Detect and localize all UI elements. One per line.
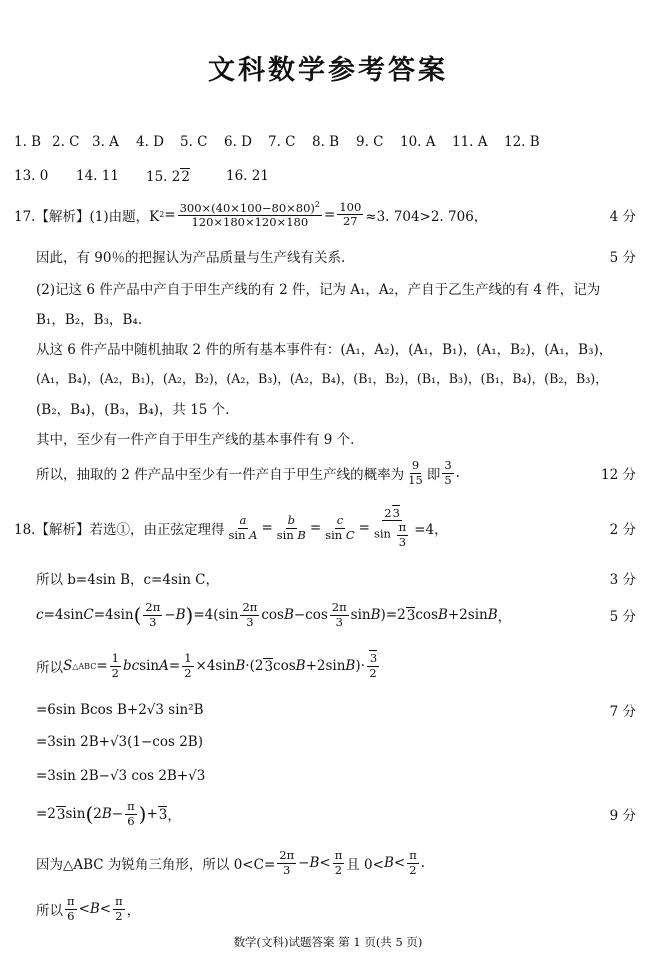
- q17-line-7: [36, 398, 636, 418]
- q17-prob-frac-2: [442, 459, 453, 486]
- score-9: 9 分: [609, 808, 636, 824]
- q17-frac-num: 300×(40×100−80×80): [179, 201, 315, 216]
- q18-line-3: c =4sin C =4sin ( $\frac{2\pi}{3}$ − B ) =4(sin $\frac{2\pi}{3}$ cos B −cos $\frac{2\pi}{3}$ sin B )=2 3 cos B +2sin B ， 5 分: [36, 600, 636, 629]
- score-2: 2 分: [609, 522, 636, 538]
- q17-line-9: [36, 456, 636, 490]
- q18-line-9: 因为△ABC 为锐角三角形，所以 0<C= $\frac{2\pi}{3}$ − B < $\frac{\pi}{2}$ 且 0< B < $\frac{\pi}{2}$ .: [36, 848, 426, 877]
- choice-answer: 9. C: [356, 134, 384, 150]
- q17-text-9: 所以，抽取的 2 件产品中至少有一件产自于甲生产线的概率为: [36, 467, 405, 483]
- choice-answer: 6. D: [224, 134, 252, 150]
- q18-line-4: 所以 S △ABC = $\frac{1}{2}$ bc sin A = $\frac{1}{2}$ ×4sin B ·(2 3 cos B +2sin B )· $\frac{3}{2}$: [36, 651, 378, 680]
- q18-text-7: =3sin 2B−√3 cos 2B+√3: [36, 768, 206, 784]
- q18-line-5: [36, 700, 636, 720]
- q18-line-8: =2 3 sin ( 2 B − $\frac{\pi}{6}$ ) + 3 ， 9 分: [36, 799, 636, 828]
- q17-text-6: (A₁，B₄)，(A₂，B₁)，(A₂，B₂)，(A₂，B₃)，(A₂，B₄)，(B₁，B₂)，(B₁，B₃)，(B₁，B₄)，(B₂，B₃)，: [36, 371, 608, 386]
- q18-text-10: 所以: [36, 903, 63, 919]
- q17-line-1: 17.【解析】(1)由题，K 2 = $\frac{300\times(40\times 100-80\times 80)^2}{120\times 180\times 120\times 180}$ = $\frac{100}{27}$ ≈3. 704>2. 706， 4 分: [14, 200, 636, 230]
- q18-line-10: 所以 $\frac{\pi}{6}$ < B < $\frac{\pi}{2}$ ，: [36, 894, 141, 923]
- q17-prob-den-2: 5: [444, 472, 452, 487]
- choice-answer: 2. C: [52, 134, 80, 150]
- page-title: 文科数学参考答案: [208, 55, 448, 86]
- choice-answer: 8. B: [312, 134, 340, 150]
- q17-prob-num-2: 3: [444, 458, 452, 473]
- choice-answer: 10. A: [400, 134, 436, 150]
- q17-line-6: [36, 368, 636, 387]
- choice-answers-row: [14, 134, 636, 150]
- score-7: 7 分: [609, 704, 636, 720]
- q17-line-5: [36, 338, 636, 358]
- q18-line-7: [36, 768, 636, 784]
- choice-answers: [14, 134, 544, 150]
- q17-text-8: 其中，至少有一件产自于甲生产线的基本事件有 9 个.: [36, 432, 355, 448]
- q18-text-6: =3sin 2B+√3(1−cos 2B): [36, 734, 203, 750]
- score-3: 3 分: [609, 572, 636, 588]
- answer-13: 13. 0: [14, 168, 49, 184]
- answer-14: 14. 11: [76, 168, 119, 184]
- q17-line-2: [36, 246, 636, 266]
- score-4: 4 分: [609, 209, 636, 225]
- q18-text-2: 所以 b=4sin B，c=4sin C，: [36, 572, 220, 588]
- score-5b: 5 分: [609, 609, 636, 625]
- choice-answer: 3. A: [92, 134, 119, 150]
- q17-line-4: [36, 308, 636, 328]
- q17-text-2: 因此，有 90％的把握认为产品质量与生产线有关系.: [36, 250, 346, 266]
- q17-prob-num-1: 9: [411, 458, 420, 473]
- q18-head: 18.【解析】若选①，由正弦定理得: [14, 522, 225, 538]
- choice-answer: 7. C: [268, 134, 296, 150]
- q18-text-5: =6sin Bcos B+2√3 sin²B: [36, 702, 204, 718]
- page-footer: 数学(文科)试题答案 第 1 页(共 5 页): [233, 935, 423, 949]
- choice-answer: 1. B: [14, 134, 42, 150]
- q17-prob-mid: 即: [426, 467, 441, 483]
- score-5: 5 分: [609, 250, 636, 266]
- q17-prob-end: .: [455, 465, 460, 481]
- choice-answer: 12. B: [504, 134, 540, 150]
- q18-text-9: 因为△ABC 为锐角三角形，所以 0<C=: [36, 857, 276, 873]
- q17-frac-result: [337, 201, 363, 228]
- q17-frac2-num: 100: [339, 200, 362, 215]
- fill-answers: [14, 168, 269, 185]
- choice-answer: 5. C: [180, 134, 208, 150]
- q17-line-3: [36, 278, 636, 298]
- choice-answer: 11. A: [452, 134, 488, 150]
- q18-line-6: [36, 734, 636, 750]
- choice-answer: 4. D: [136, 134, 164, 150]
- score-12: 12 分: [601, 467, 636, 483]
- fill-answers-row: [14, 168, 636, 185]
- q17-tail: ≈3. 704>2. 706，: [365, 208, 488, 225]
- q17-text-3: (2)记这 6 件产品中产自于甲生产线的有 2 件，记为 A₁，A₂，产自于乙生产线的有 4 件，记为: [36, 282, 601, 298]
- q17-frac2-den: 27: [342, 214, 358, 229]
- q18-line-1: 18.【解析】若选①，由正弦定理得 $\frac{a}{\text{sin A}}$ = $\frac{b}{\text{sin B}}$ = $\frac{c}{\text{sin C}}$ = 23 sin $\frac{\pi}{3}$ =4， 2 分: [14, 506, 636, 549]
- q17-head: 17.【解析】(1)由题，K: [14, 208, 160, 225]
- q17-frac-k2: $\frac{300\times(40\times 100-80\times 80)^2}{120\times 180\times 120\times 180}$: [179, 200, 321, 230]
- q17-text-4: B₁，B₂，B₃，B₄.: [36, 312, 143, 328]
- answer-15: 15. 22: [146, 169, 190, 185]
- q17-line-8: [36, 428, 636, 448]
- q18-line-2: [36, 568, 636, 588]
- q17-frac-den: 120×180×120×180: [191, 215, 309, 230]
- q17-text-7: (B₂，B₄)，(B₃，B₄)，共 15 个.: [36, 402, 230, 418]
- q17-prob-frac-1: [406, 459, 425, 486]
- answer-16: 16. 21: [226, 168, 269, 184]
- q17-text-5: 从这 6 件产品中随机抽取 2 件的所有基本事件有：(A₁，A₂)，(A₁，B₁)，(A₁，B₂)，(A₁，B₃)，: [36, 342, 613, 358]
- q17-prob-den-1: 15: [408, 472, 423, 487]
